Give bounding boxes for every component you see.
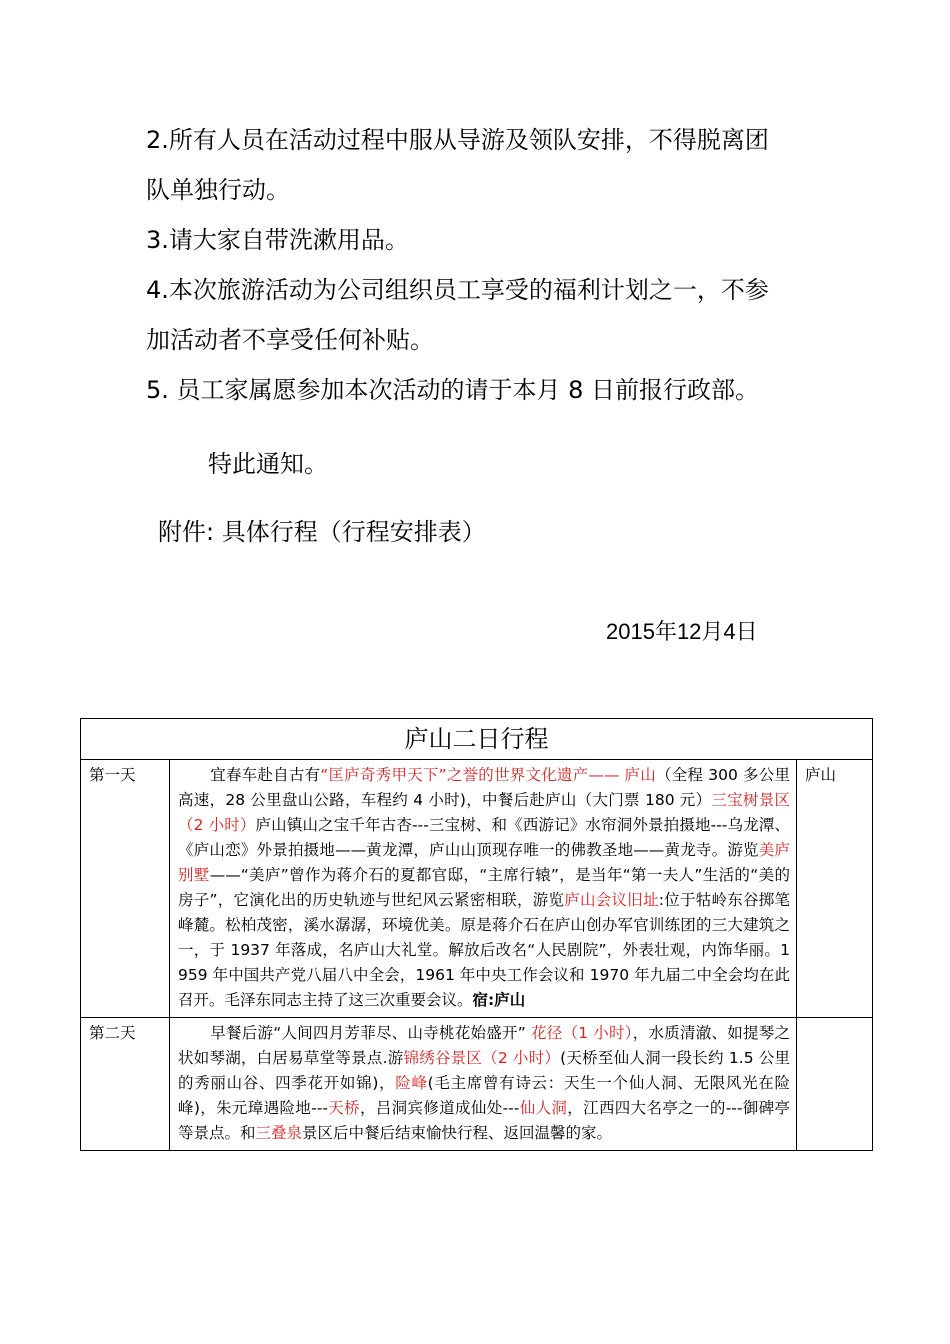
desc-highlight: 花径（1 小时） xyxy=(530,1024,633,1042)
day-description xyxy=(170,1018,797,1151)
desc-highlight: “匡庐奇秀甲天下”之誉的世界文化遗产—— 庐山 xyxy=(320,766,656,784)
desc-text: 庐山镇山之宝千年古杏---三宝树、和《西游记》水帘洞外景拍摄地---乌龙潭、《庐山恋》外景拍摄地——黄龙潭，庐山山顶现存唯一的佛教圣地——黄龙寺。游览 xyxy=(178,816,790,859)
desc-highlight: 美庐别墅 xyxy=(178,841,790,884)
desc-text: ，水质清澈、如提琴之状如琴湖，白居易草堂等景点.游 xyxy=(178,1024,790,1067)
notice-item-4-line1: 4.本次旅游活动为公司组织员工享受的福利计划之一，不参 xyxy=(146,276,769,304)
desc-highlight: 锦绣谷景区（2 小时） xyxy=(403,1049,561,1067)
desc-text: (天桥至仙人洞一段长约 1.5 公里的秀丽山谷、四季花开如锦)， xyxy=(178,1049,790,1092)
desc-text: (毛主席曾有诗云：天生一个仙人洞、无限风光在险峰)，朱元璋遇险地--- xyxy=(178,1074,790,1117)
desc-text: :位于牯岭东谷掷笔峰麓。松柏茂密，溪水潺潺，环境优美。原是蒋介石在庐山创办军官训练团的三大建筑之一，于 1937 年落成，名庐山大礼堂。解放后改名“人民剧院”，外表壮观，内饰华丽。1959 年中国共产党八届八中全会，1961 年中央工作会议和 1970 年九届二中全会均在此召开。毛泽东同志主持了这三次重要会议。 xyxy=(178,891,790,1009)
day-label: 第二天 xyxy=(81,1018,170,1151)
itinerary-title-row xyxy=(81,719,873,760)
closing-text: 特此通知。 xyxy=(208,450,328,478)
day-location: 庐山 xyxy=(797,760,873,1018)
desc-text: 早餐后游“人间四月芳菲尽、山寺桃花始盛开” xyxy=(210,1024,531,1042)
day-description xyxy=(170,760,797,1018)
desc-text: 景区后中餐后结束愉快行程、返回温馨的家。 xyxy=(302,1124,613,1142)
table-row xyxy=(81,760,873,1018)
desc-text: 宜春车赴自古有 xyxy=(210,766,321,784)
notice-date: 2015年12月4日 xyxy=(606,619,758,644)
notice-item-3: 3.请大家自带洗漱用品。 xyxy=(146,226,409,254)
stay-note: 宿:庐山 xyxy=(472,991,526,1009)
desc-highlight: 天桥 xyxy=(327,1099,360,1117)
table-row xyxy=(81,1018,873,1151)
notice-item-4-line2: 加活动者不享受任何补贴。 xyxy=(146,326,434,354)
day-location xyxy=(797,1018,873,1151)
desc-text: ，江西四大名亭之一的---御碑亭等景点。和 xyxy=(178,1099,791,1142)
desc-text: ，吕洞宾修道成仙处--- xyxy=(359,1099,520,1117)
day-label: 第一天 xyxy=(81,760,170,1018)
desc-text: ——“美庐”曾作为蒋介石的夏都官邸，“主席行辕”，是当年“第一夫人”生活的“美的房子”，它演化出的历史轨迹与世纪风云紧密相联，游览 xyxy=(178,866,790,909)
notice-item-5: 5. 员工家属愿参加本次活动的请于本月 8 日前报行政部。 xyxy=(146,376,760,404)
desc-highlight: 险峰 xyxy=(395,1074,428,1092)
notice-item-2-line2: 队单独行动。 xyxy=(146,176,290,204)
desc-highlight: 三宝树景区（2 小时） xyxy=(178,791,790,834)
itinerary-title: 庐山二日行程 xyxy=(81,719,873,760)
notice-item-2-line1: 2.所有人员在活动过程中服从导游及领队安排，不得脱离团 xyxy=(146,126,769,154)
attachment-note: 附件: 具体行程（行程安排表） xyxy=(158,518,486,546)
desc-highlight: 庐山会议旧址 xyxy=(564,891,659,909)
itinerary-table xyxy=(80,718,873,1151)
desc-text: （全程 300 多公里高速，28 公里盘山公路，车程约 4 小时)，中餐后赴庐山（大门票 180 元） xyxy=(178,766,790,809)
desc-highlight: 仙人洞 xyxy=(519,1099,568,1117)
desc-highlight: 三叠泉 xyxy=(255,1124,303,1142)
